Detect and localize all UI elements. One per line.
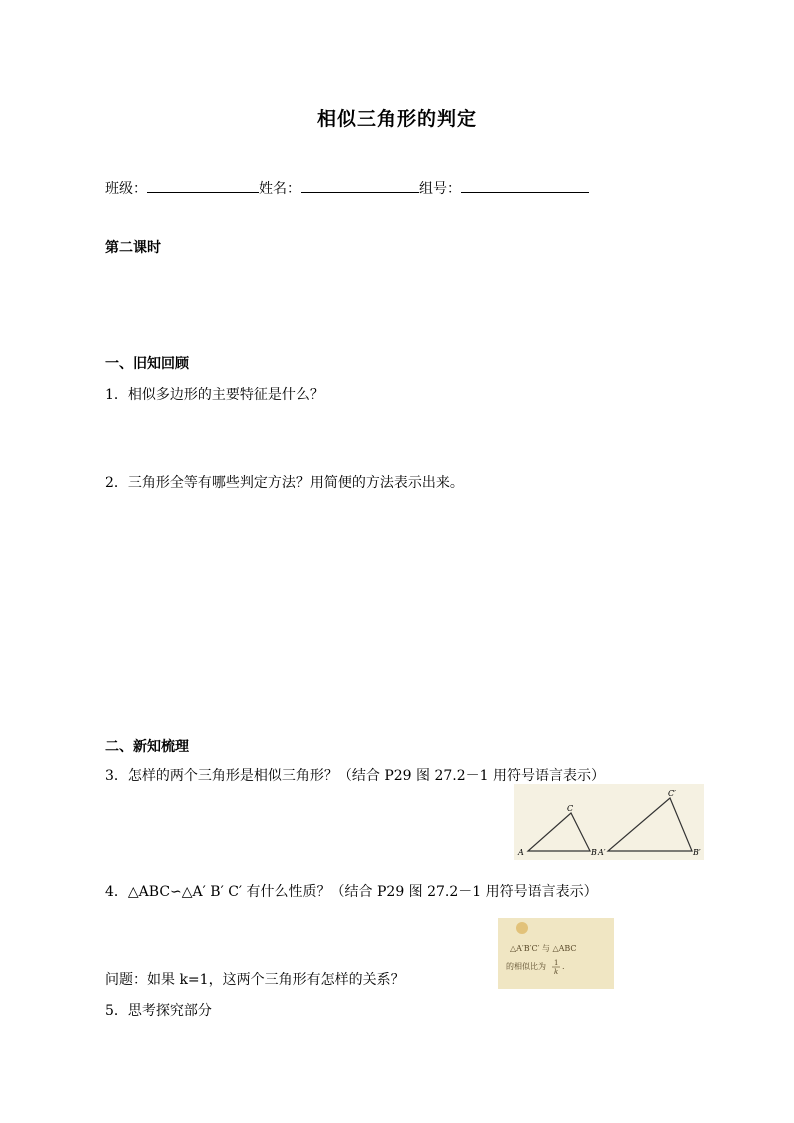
class-label: 班级： [105,181,147,197]
question-2: 2．三角形全等有哪些判定方法？用简便的方法表示出来。 [105,475,464,491]
question-4: 4．△ABC∽△A′ B′ C′ 有什么性质？（结合 P29 图 27.2－1 用符号语言表示） [105,884,598,900]
triangle-abc [528,813,590,851]
question-1: 1．相似多边形的主要特征是什么？ [105,387,324,403]
name-blank [301,178,419,193]
label-b: B [591,848,597,857]
label-a-prime: A′ [598,848,606,857]
triangle-a-prime-b-prime-c-prime [608,798,692,851]
group-label: 组号： [419,181,461,197]
label-c-prime: C′ [668,789,676,798]
class-blank [147,178,259,193]
similarity-ratio-note [498,918,614,989]
problem-text: 问题：如果 k=1，这两个三角形有怎样的关系？ [105,972,405,988]
fraction-denominator: k [554,968,559,976]
group-blank [461,178,589,193]
name-label: 姓名： [259,181,301,197]
fraction-numerator: 1 [554,959,559,967]
label-a: A [518,848,524,857]
lesson-label: 第二课时 [105,240,161,256]
page-title: 相似三角形的判定 [316,108,477,130]
question-3: 3．怎样的两个三角形是相似三角形？（结合 P29 图 27.2－1 用符号语言表示） [105,768,606,784]
section2-heading: 二、新知梳理 [105,739,189,755]
note-line-2-prefix: 的相似比为 [506,962,546,971]
note-line-1: △A′B′C′ 与 △ABC [510,944,577,953]
label-c: C [567,804,574,813]
section1-heading: 一、旧知回顾 [105,356,189,372]
note-line-2-suffix: . [562,962,565,971]
label-b-prime: B′ [693,848,701,857]
similar-triangles-figure [514,784,704,860]
student-info-row [105,178,589,198]
pushpin-icon [516,922,528,934]
question-5: 5．思考探究部分 [105,1003,212,1019]
